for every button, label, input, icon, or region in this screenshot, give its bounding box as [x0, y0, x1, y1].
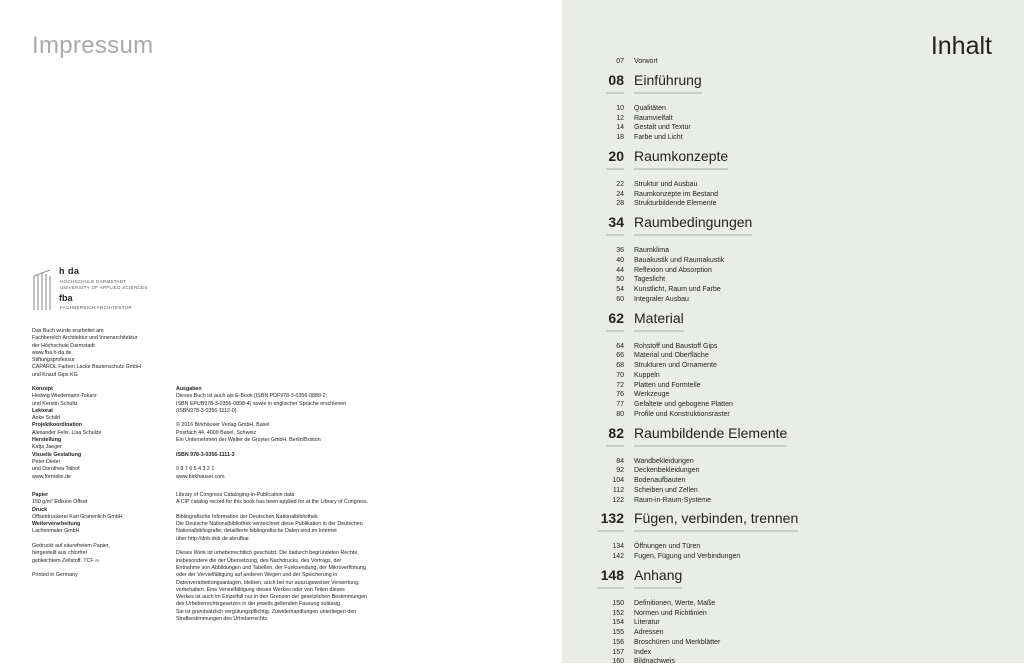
- toc-title: Kunstlicht, Raum und Farbe: [634, 286, 721, 293]
- toc-title: Bodenaufbauten: [634, 477, 686, 484]
- logo-university-line-2: UNIVERSITY OF APPLIED SCIENCES: [60, 285, 148, 290]
- toc-title: Wandbekleidungen: [634, 457, 694, 465]
- text-line: Nationalbibliografie; detaillierte bibliografische Daten sind im Internet: [176, 528, 337, 535]
- text-line: insbesondere die der Übersetzung, des Nachdrucks, des Vortrags, der: [176, 557, 342, 564]
- toc-page-number: 54: [616, 286, 624, 293]
- text-line: Fachbereich Architektur und Innenarchitektur: [32, 335, 138, 342]
- toc-title: Normen und Richtlinien: [634, 609, 707, 617]
- text-line: Lachenmaier GmbH: [32, 528, 80, 535]
- text-line: Strafbestimmungen des Urheberrechts.: [176, 616, 269, 623]
- toc-title: Fugen, Fügung und Verbindungen: [634, 553, 741, 560]
- text-line: Die Deutsche Nationalbibliothek verzeichnet diese Publikation in der Deutschen: [176, 521, 363, 528]
- toc-page-number: 80: [616, 410, 624, 418]
- toc-title: Bauakustik und Raumakustik: [634, 256, 725, 264]
- toc-page-number: 66: [616, 352, 624, 360]
- hda-logo-icon: [32, 268, 56, 310]
- credits-text: [32, 386, 101, 481]
- chapter-number-underline: [597, 587, 624, 589]
- chapter-title-underline: [634, 92, 702, 94]
- toc-title: Struktur und Ausbau: [634, 180, 698, 188]
- text-line: Ein Unternehmen der Walter de Gruyter GmbH, Berlin/Boston: [176, 437, 321, 444]
- chapter-title-underline: [634, 234, 752, 236]
- text-line: [32, 536, 123, 543]
- toc-title: Raumkonzepte im Bestand: [634, 190, 719, 198]
- toc-title: Raumvielfalt: [634, 114, 673, 122]
- text-line: Peter Dieter: [32, 458, 61, 465]
- section-heading: ISBN 978-3-0356-1111-3: [176, 451, 235, 458]
- section-heading: Druck: [32, 506, 48, 513]
- toc-page-number: 84: [616, 457, 624, 465]
- toc-page-number: 132: [600, 510, 624, 527]
- toc-title: Raum-in-Raum-Systeme: [634, 496, 712, 504]
- toc-title: Qualitäten: [634, 104, 666, 112]
- section-heading: Projektkoordination: [32, 422, 83, 429]
- text-line: gebleichtem Zellstoff. TCF ∞: [32, 557, 99, 564]
- section-heading: Lektorat: [32, 407, 53, 414]
- text-line: vorbehalten. Eine Vervielfältigung dieses Werkes oder von Teilen dieses: [176, 586, 345, 593]
- text-line: über http://dnb.dnb.de abrufbar.: [176, 535, 251, 542]
- text-line: [176, 507, 368, 514]
- toc-page-number: 112: [612, 486, 624, 494]
- text-line: [176, 543, 368, 550]
- text-line: A CIP catalog record for this book has been applied for at the Library of Congress.: [176, 499, 369, 506]
- toc-page-number: 28: [616, 200, 624, 208]
- toc-title: Deckenbekleidungen: [634, 467, 700, 475]
- text-line: Dieses Werk ist urheberrechtlich geschützt. Die dadurch begründeten Rechte,: [176, 550, 359, 557]
- toc-page-number: 14: [616, 124, 624, 132]
- logo-university-line-1: HOCHSCHULE DARMSTADT: [60, 279, 127, 284]
- text-line: 150 g/m² Edixion Offset: [32, 499, 88, 506]
- toc-title: Material: [634, 309, 684, 326]
- text-line: hergestellt aus chlorfrei: [32, 550, 87, 557]
- toc-title: Adressen: [634, 629, 664, 636]
- toc-page-number: 104: [612, 477, 624, 484]
- text-line: © 2016 Birkhäuser Verlag GmbH, Basel: [176, 422, 270, 429]
- text-line: Anke Schild: [32, 415, 60, 422]
- toc-page-number: 142: [612, 553, 624, 560]
- text-line: des Urheberrechtsgesetzes in der jeweils geltenden Fassung zulässig.: [176, 601, 342, 608]
- toc-page-number: 22: [616, 180, 624, 188]
- toc-page-number: 34: [608, 214, 624, 230]
- toc-title: Raumkonzepte: [634, 147, 729, 164]
- text-line: www.birkhauser.com: [176, 473, 225, 480]
- toc-page-number: 154: [612, 619, 624, 627]
- toc-title: Bildnachweis: [634, 658, 675, 666]
- toc-title: Reflexion und Absorption: [634, 266, 712, 274]
- toc-page-number: 50: [616, 276, 624, 284]
- chapter-number-underline: [606, 168, 624, 170]
- text-line: Library of Congress Cataloging-in-Publication data: [176, 492, 295, 498]
- toc-page-number: 150: [612, 599, 624, 607]
- toc-title: Definitionen, Werte, Maße: [634, 599, 716, 607]
- toc-page-number: 07: [616, 58, 624, 65]
- text-line: (ISBN978-3-0356-1112-0).: [176, 407, 238, 414]
- toc-title: Literatur: [634, 619, 660, 627]
- text-line: der Hochschule Darmstadt: [32, 342, 95, 349]
- toc-title: Raumbedingungen: [634, 214, 753, 230]
- toc-page-number: 40: [616, 256, 624, 264]
- toc-page-number: 82: [608, 424, 624, 441]
- logo-hda-text: h da: [59, 266, 80, 276]
- toc-title: Kuppeln: [634, 371, 660, 379]
- text-line: Entnahme von Abbildungen und Tabellen, der Funksendung, der Mikroverfilmung: [176, 564, 366, 571]
- toc-page-number: 10: [616, 104, 624, 112]
- section-heading: Papier: [32, 492, 49, 498]
- toc-page-number: 68: [616, 362, 624, 369]
- section-heading: Visuelle Gestaltung: [32, 451, 82, 458]
- text-line: und Kerstin Schultz: [32, 400, 78, 407]
- page-title: Impressum: [32, 32, 154, 59]
- toc-page-number: 24: [616, 190, 624, 198]
- text-line: Postfach 44, 4009 Basel, Schweiz: [176, 429, 257, 436]
- text-line: ISBN EPUB978-3-0356-0898-4) sowie in englischer Sprache erschienen: [176, 400, 347, 407]
- section-heading: Weiterverarbeitung: [32, 521, 81, 528]
- text-line: Stiftungsprofessur: [32, 357, 75, 364]
- section-heading: Herstellung: [32, 437, 62, 444]
- intro-text: [32, 328, 141, 379]
- text-line: Datenverarbeitungsanlagen, bleiben, auch bei nur auszugsweiser Verwertung,: [176, 579, 360, 586]
- toc-title: Werkzeuge: [634, 391, 670, 399]
- section-heading: Ausgaben: [176, 386, 202, 392]
- text-line: [176, 444, 346, 451]
- toc-title: Farbe und Licht: [634, 134, 683, 141]
- text-line: Bibliografische Information der Deutschen Nationalbibliothek: [176, 513, 318, 520]
- toc-title: Gestalt und Textur: [634, 124, 691, 132]
- section-heading: Konzept: [32, 386, 53, 392]
- toc-page-number: 20: [608, 147, 624, 164]
- text-line: Hedwig Wiedemann-Tokarz: [32, 393, 97, 400]
- chapter-number-underline: [606, 330, 624, 332]
- text-line: 9 8 7 6 5 4 3 2 1: [176, 466, 215, 473]
- text-line: www.formalin.de: [32, 473, 71, 480]
- toc-title: Broschüren und Merkblätter: [634, 638, 721, 646]
- text-line: Dieses Buch ist auch als E-Book (ISBN PDF978-3-0356-0889-2;: [176, 393, 328, 400]
- toc-title: Öffnungen und Türen: [634, 543, 701, 551]
- toc-page-number: 36: [616, 247, 624, 254]
- toc-title: Rohstoff und Baustoff Gips: [634, 342, 718, 350]
- toc-page-number: 156: [612, 638, 624, 646]
- toc-page-number: 76: [616, 391, 624, 399]
- text-line: und Knauf Gips KG: [32, 371, 78, 378]
- text-line: Printed in Germany: [32, 572, 78, 579]
- text-line: Katja Jaeger: [32, 444, 62, 451]
- toc-page-number: 77: [616, 401, 624, 408]
- toc-page-number: 62: [608, 309, 624, 326]
- hda-logo: [32, 266, 172, 314]
- text-line: Werkes ist auch im Einzelfall nur in den Grenzen der gesetzlichen Bestimmungen: [176, 594, 367, 601]
- chapter-number-underline: [597, 530, 624, 532]
- print-text: [32, 492, 123, 580]
- toc-title: Scheiben und Zellen: [634, 486, 698, 494]
- text-line: CAPAROL Farben Lacke Bautenschutz GmbH: [32, 364, 141, 371]
- toc-page-number: 148: [600, 566, 624, 583]
- toc-title: Material und Oberfläche: [634, 352, 709, 360]
- toc-page-number: 134: [612, 543, 624, 551]
- chapter-title-underline: [634, 587, 682, 589]
- logo-department-text: FACHBEREICH ARCHITEKTUR: [60, 305, 132, 310]
- toc-page-number: 18: [616, 134, 624, 141]
- toc-title: Strukturbildende Elemente: [634, 200, 717, 208]
- toc-page-number: 157: [612, 648, 624, 656]
- chapter-title-underline: [634, 530, 798, 532]
- toc-page-number: 122: [612, 496, 624, 504]
- chapter-number-underline: [606, 234, 624, 236]
- toc-title: Einführung: [634, 71, 702, 88]
- contents-title: Inhalt: [930, 32, 992, 60]
- toc-page-number: 44: [616, 266, 624, 274]
- text-line: www.fba.h-da.de: [32, 349, 72, 356]
- toc-page-number: 72: [616, 381, 624, 389]
- toc-page-number: 08: [608, 71, 624, 88]
- toc-title: Anhang: [634, 566, 683, 583]
- text-line: oder der Vervielfältigung auf anderen Wegen und der Speicherung in: [176, 572, 338, 579]
- toc-title: Raumbildende Elemente: [634, 424, 788, 441]
- text-line: Alexander Felix, Lisa Schulze: [32, 429, 102, 436]
- copyright-text: [176, 492, 368, 623]
- logo-fba-text: fba: [59, 293, 73, 303]
- toc-title: Integraler Ausbau: [634, 295, 689, 303]
- text-line: Offsetdruckerei Karl Grammlich GmbH: [32, 513, 123, 520]
- text-line: und Dorothea Talhof: [32, 466, 80, 473]
- toc-title: Strukturen und Ornamente: [634, 362, 717, 369]
- text-line: [32, 565, 123, 572]
- contents-page: [562, 0, 1024, 666]
- toc-page-number: 92: [616, 467, 624, 475]
- toc-page-number: 12: [616, 114, 624, 122]
- toc-title: Tageslicht: [634, 276, 666, 284]
- toc-title: Gefaltete und gebogene Platten: [634, 401, 733, 408]
- chapter-number-underline: [606, 445, 624, 447]
- chapter-number-underline: [606, 92, 624, 94]
- text-line: Sie ist grundsätzlich vergütungspflichtig. Zuwiderhandlungen unterliegen den: [176, 608, 357, 615]
- toc-page-number: 152: [612, 609, 624, 617]
- toc-title: Vorwort: [634, 58, 658, 65]
- text-line: Das Buch wurde erarbeitet am: [32, 328, 104, 334]
- text-line: Gedruckt auf säurefreiem Papier,: [32, 543, 110, 550]
- chapter-title-underline: [634, 445, 787, 447]
- toc-title: Index: [634, 648, 652, 656]
- chapter-title-underline: [634, 330, 684, 332]
- chapter-title-underline: [634, 168, 728, 170]
- toc-page-number: 160: [612, 658, 624, 666]
- toc-title: Profile und Konstruktionsraster: [634, 410, 730, 418]
- toc-page-number: 70: [616, 371, 624, 379]
- toc-title: Raumklima: [634, 247, 670, 254]
- editions-text: [176, 386, 346, 481]
- text-line: [176, 459, 346, 466]
- toc-title: Fügen, verbinden, trennen: [634, 510, 799, 527]
- toc-page-number: 155: [612, 629, 624, 636]
- toc-title: Platten und Formteile: [634, 381, 701, 389]
- toc-page-number: 60: [616, 295, 624, 303]
- toc-page-number: 64: [616, 342, 624, 350]
